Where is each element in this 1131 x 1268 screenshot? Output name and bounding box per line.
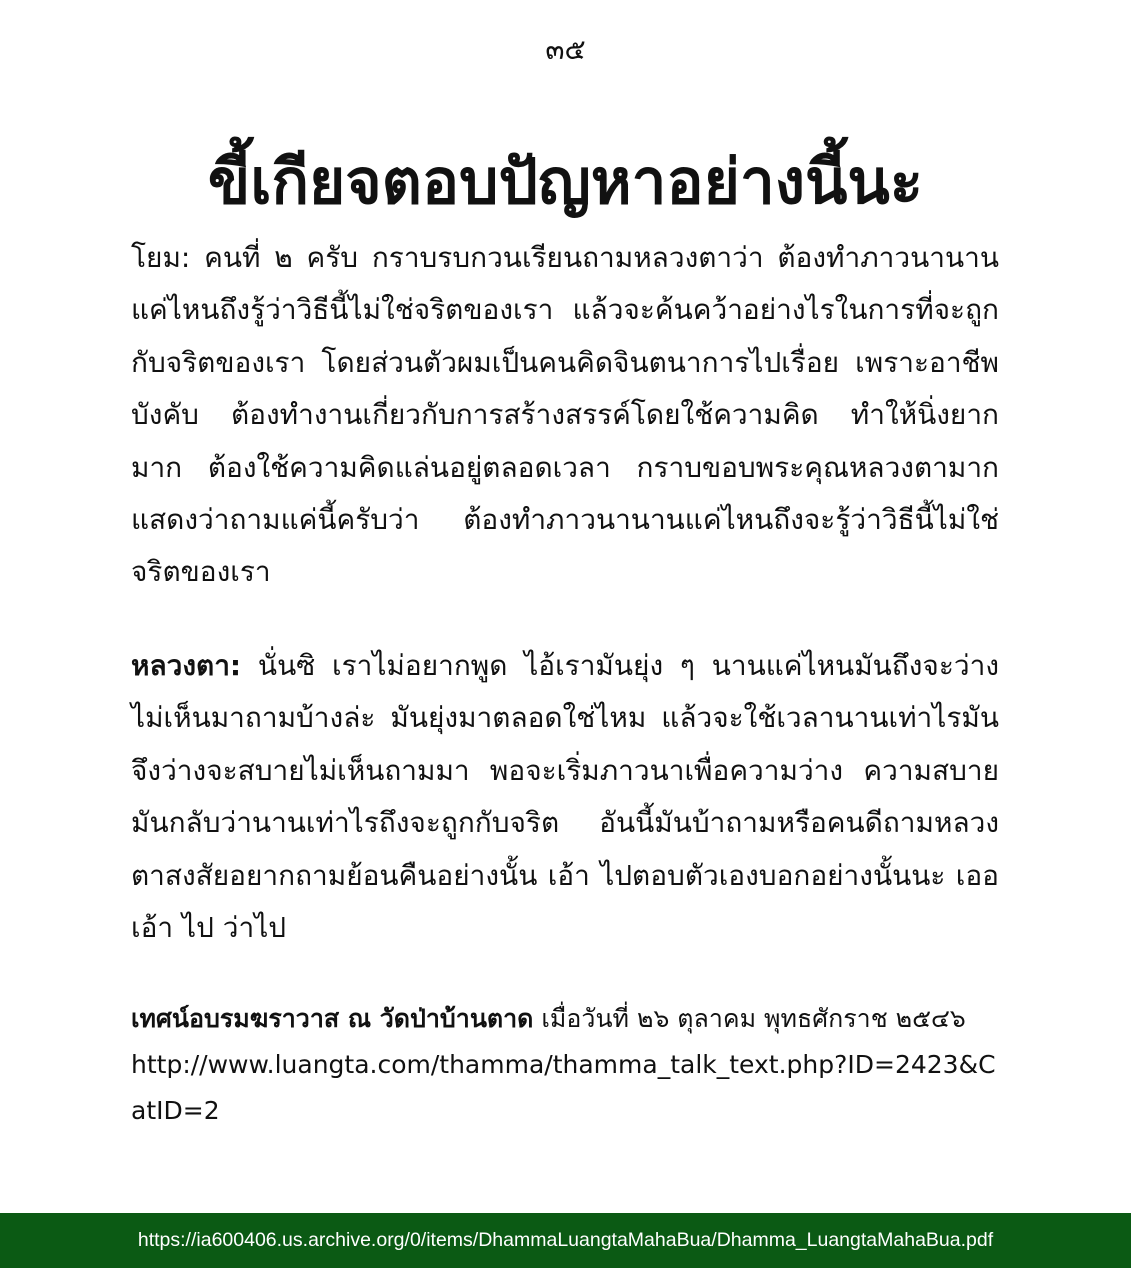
- source-citation: [131, 996, 999, 1134]
- source-label: เทศน์อบรมฆราวาส ณ วัดป่าบ้านตาด: [131, 1004, 534, 1033]
- question-paragraph: [131, 232, 999, 599]
- answer-paragraph: [131, 640, 999, 954]
- footer-bar: [0, 1213, 1131, 1268]
- page-number: ๓๕: [545, 33, 586, 66]
- footer-url-link[interactable]: https://ia600406.us.archive.org/0/items/DhammaLuangtaMahaBua/Dhamma_LuangtaMahaBua.pdf: [137, 1229, 994, 1251]
- answer-text: นั่นซิ เราไม่อยากพูด ไอ้เรามันยุ่ง ๆ นานแค่ไหนมันถึงจะว่าง ไม่เห็นมาถามบ้างล่ะ มันยุ่งมาตลอดใช่ไหม แล้วจะใช้เวลานานเท่าไรมันจึงว่างจะสบายไม่เห็นถามมา พอจะเริ่มภาวนาเพื่อความว่าง ความสบาย มันกลับว่านานเท่าไรถึงจะถูกกับจริต อันนี้มันบ้าถามหรือคนดีถามหลวงตาสงสัยอยากถามย้อนคืนอย่างนั้น เอ้า ไปตอบตัวเองบอกอย่างนั้นนะ เออ เอ้า ไป ว่าไป: [131, 649, 999, 945]
- source-date: เมื่อวันที่ ๒๖ ตุลาคม พุทธศักราช ๒๕๔๖: [541, 1004, 966, 1033]
- question-speaker-label: โยม:: [131, 241, 191, 274]
- answer-speaker-label: หลวงตา:: [131, 649, 242, 682]
- page-title: ขี้เกียจตอบปัญหาอย่างนี้นะ: [207, 145, 924, 218]
- question-text: คนที่ ๒ ครับ กราบรบกวนเรียนถามหลวงตาว่า ต้องทำภาวนานานแค่ไหนถึงรู้ว่าวิธีนี้ไม่ใช่จริตของเรา แล้วจะค้นคว้าอย่างไรในการที่จะถูกกับจริตของเรา โดยส่วนตัวผมเป็นคนคิดจินตนาการไปเรื่อย เพราะอาชีพบังคับ ต้องทำงานเกี่ยวกับการสร้างสรรค์โดยใช้ความคิด ทำให้นิ่งยากมาก ต้องใช้ความคิดแล่นอยู่ตลอดเวลา กราบขอบพระคุณหลวงตามาก แสดงว่าถามแค่นี้ครับว่า ต้องทำภาวนานานแค่ไหนถึงจะรู้ว่าวิธีนี้ไม่ใช่จริตของเรา: [131, 241, 999, 589]
- source-url[interactable]: http://www.luangta.com/thamma/thamma_talk_text.php?ID=2423&CatID=2: [131, 1050, 996, 1125]
